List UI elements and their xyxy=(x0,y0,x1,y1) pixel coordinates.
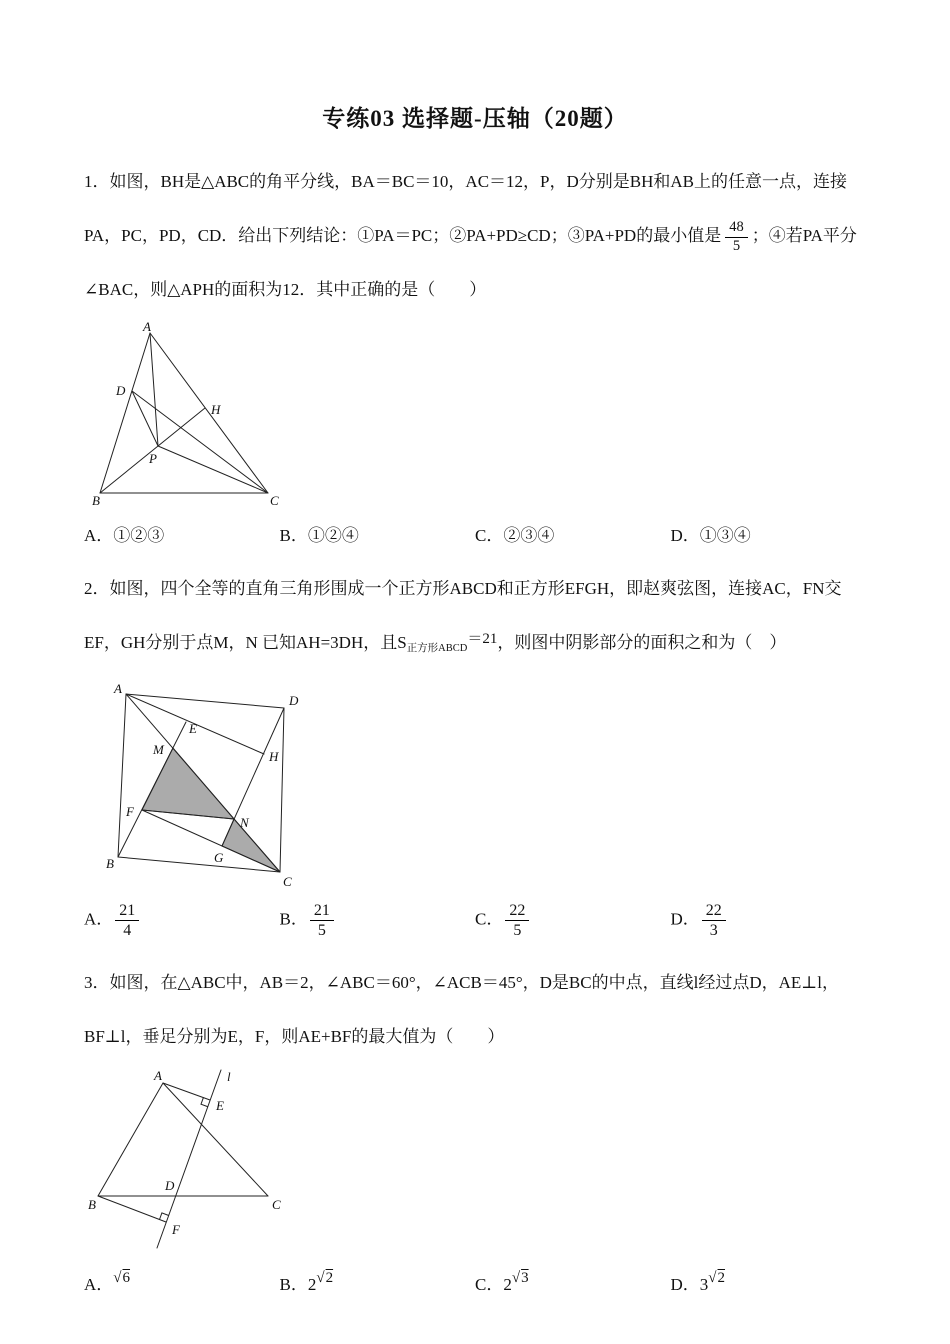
q3-option-a xyxy=(84,1270,280,1295)
q1-text-line1: 1．如图，BH是△ABC的角平分线，BA＝BC＝10，AC＝12，P，D分别是BH和AB上的任意一点，连接 xyxy=(84,172,848,191)
q2-line2-post: ，则图中阴影部分的面积之和为（ ） xyxy=(497,633,787,652)
radicand: 2 xyxy=(717,1270,726,1287)
label-A: A xyxy=(114,682,122,696)
page-title: 专练03 选择题-压轴（20题） xyxy=(322,106,628,131)
option-key: B． xyxy=(279,909,308,929)
q3-text-line1: 3．如图，在△ABC中，AB＝2，∠ABC＝60°，∠ACB＝45°，D是BC的中点，直线l经过点D，AE⊥l， xyxy=(84,973,839,993)
option-text: ②③④ xyxy=(503,526,555,545)
label-A: A xyxy=(143,321,151,334)
fraction-denominator: 3 xyxy=(709,922,718,940)
q2-area-subscript: 正方形ABCD xyxy=(406,643,468,654)
fraction-numerator: 21 xyxy=(310,901,334,921)
fraction-numerator: 21 xyxy=(115,901,139,921)
q1-line2-pre: PA，PC，PD，CD．给出下列结论：①PA＝PC；②PA+PD≥CD；③PA+PD的最小值是 xyxy=(84,226,722,245)
q1-text-line2 xyxy=(84,209,866,263)
option-coefficient: 2 xyxy=(503,1275,512,1295)
option-key: C． xyxy=(475,909,504,929)
q2-option-d xyxy=(671,901,867,940)
q2-shaded-regions xyxy=(142,748,280,872)
option-key: A． xyxy=(84,909,114,929)
q1-options xyxy=(84,521,866,546)
label-A: A xyxy=(154,1068,162,1084)
option-coefficient: 3 xyxy=(699,1275,709,1295)
q1-line2-post: ；④若PA平分 xyxy=(751,226,857,245)
q1-option-b xyxy=(280,521,476,546)
option-key: B． xyxy=(279,1275,308,1295)
label-M: M xyxy=(153,742,164,757)
q2-figure-svg xyxy=(104,682,309,889)
fraction-numerator: 48 xyxy=(725,219,748,237)
q2-text-line1: 2．如图，四个全等的直角三角形围成一个正方形ABCD和正方形EFGH，即赵爽弦图，连接AC，FN交 xyxy=(84,579,842,598)
q2-area-value: ＝21 xyxy=(467,631,498,647)
option-key: B． xyxy=(279,526,308,545)
q2-figure-xiantu xyxy=(104,682,866,889)
fraction-denominator: 5 xyxy=(732,237,741,254)
q3-vertex-labels xyxy=(88,1068,281,1237)
option-text: ①②④ xyxy=(307,526,359,545)
q3-figure-svg xyxy=(88,1068,298,1258)
q3-option-d xyxy=(671,1270,867,1295)
q1-figure-triangle xyxy=(90,321,866,509)
option-key: D． xyxy=(670,526,700,545)
radical-sign: √ xyxy=(511,1270,521,1287)
q2-options xyxy=(84,901,866,940)
option-fraction xyxy=(115,901,139,940)
q3-option-c xyxy=(475,1270,671,1295)
q1-triangle-lines xyxy=(100,333,268,493)
q3-text-line2: BF⊥l，垂足分别为E，F，则AE+BF的最大值为（ ） xyxy=(84,1027,505,1047)
fraction-48-5 xyxy=(725,219,748,255)
q1-option-d xyxy=(671,521,867,546)
radical-sign: √ xyxy=(113,1270,122,1287)
fraction-denominator: 5 xyxy=(513,922,522,940)
label-D: D xyxy=(289,693,299,708)
option-fraction xyxy=(310,901,334,940)
q3-lines xyxy=(98,1070,268,1248)
q1-text-line3: ∠BAC，则△APH的面积为12．其中正确的是（ ） xyxy=(84,280,487,299)
label-H: H xyxy=(211,402,221,417)
option-key: D． xyxy=(670,909,700,929)
radical xyxy=(708,1270,726,1286)
radicand: 3 xyxy=(521,1270,529,1287)
option-key: A． xyxy=(84,1275,114,1295)
q3-figure-triangle-line xyxy=(88,1068,866,1258)
option-fraction xyxy=(505,901,529,940)
label-P: P xyxy=(149,451,157,466)
q2-line2-pre: EF，GH分别于点M，N 已知AH=3DH，且S xyxy=(84,633,407,652)
option-key: D． xyxy=(670,1275,700,1295)
label-C: C xyxy=(272,1197,281,1213)
label-D: D xyxy=(116,383,126,398)
option-key: C． xyxy=(475,1275,504,1295)
label-B: B xyxy=(92,493,100,508)
option-key: C． xyxy=(475,526,504,545)
question-1 xyxy=(84,155,866,546)
label-G: G xyxy=(214,850,224,865)
q2-text-line2 xyxy=(84,616,866,676)
radical-sign: √ xyxy=(708,1270,717,1287)
radical xyxy=(316,1270,334,1286)
q2-option-a xyxy=(84,901,280,940)
option-key: A． xyxy=(84,526,114,545)
option-coefficient: 2 xyxy=(307,1275,317,1295)
radicand: 6 xyxy=(122,1270,131,1287)
label-B: B xyxy=(88,1197,96,1213)
q3-options xyxy=(84,1270,866,1295)
label-E: E xyxy=(216,1098,224,1114)
q3-option-b xyxy=(280,1270,476,1295)
label-l: l xyxy=(227,1069,231,1085)
label-C: C xyxy=(270,493,279,508)
label-C: C xyxy=(283,874,292,889)
q2-option-b xyxy=(280,901,476,940)
option-text: ①③④ xyxy=(699,526,751,545)
q1-option-a xyxy=(84,521,280,546)
fraction-numerator: 22 xyxy=(505,901,529,921)
radical xyxy=(512,1270,530,1286)
label-H: H xyxy=(269,749,279,764)
label-B: B xyxy=(106,856,114,871)
radicand: 2 xyxy=(325,1270,334,1287)
label-E: E xyxy=(189,721,197,736)
fraction-denominator: 4 xyxy=(123,922,132,940)
question-2 xyxy=(84,562,866,940)
radical-sign: √ xyxy=(316,1270,325,1287)
option-text: ①②③ xyxy=(113,526,165,545)
q2-option-c xyxy=(475,901,671,940)
fraction-denominator: 5 xyxy=(317,922,326,940)
label-F: F xyxy=(126,804,134,819)
option-fraction xyxy=(702,901,726,940)
question-3 xyxy=(84,956,866,1295)
radical xyxy=(113,1270,131,1286)
label-F: F xyxy=(172,1222,180,1238)
q1-option-c xyxy=(475,521,671,546)
label-D: D xyxy=(165,1178,175,1194)
q1-figure-svg xyxy=(90,321,290,509)
fraction-numerator: 22 xyxy=(702,901,726,921)
label-N: N xyxy=(240,815,249,830)
